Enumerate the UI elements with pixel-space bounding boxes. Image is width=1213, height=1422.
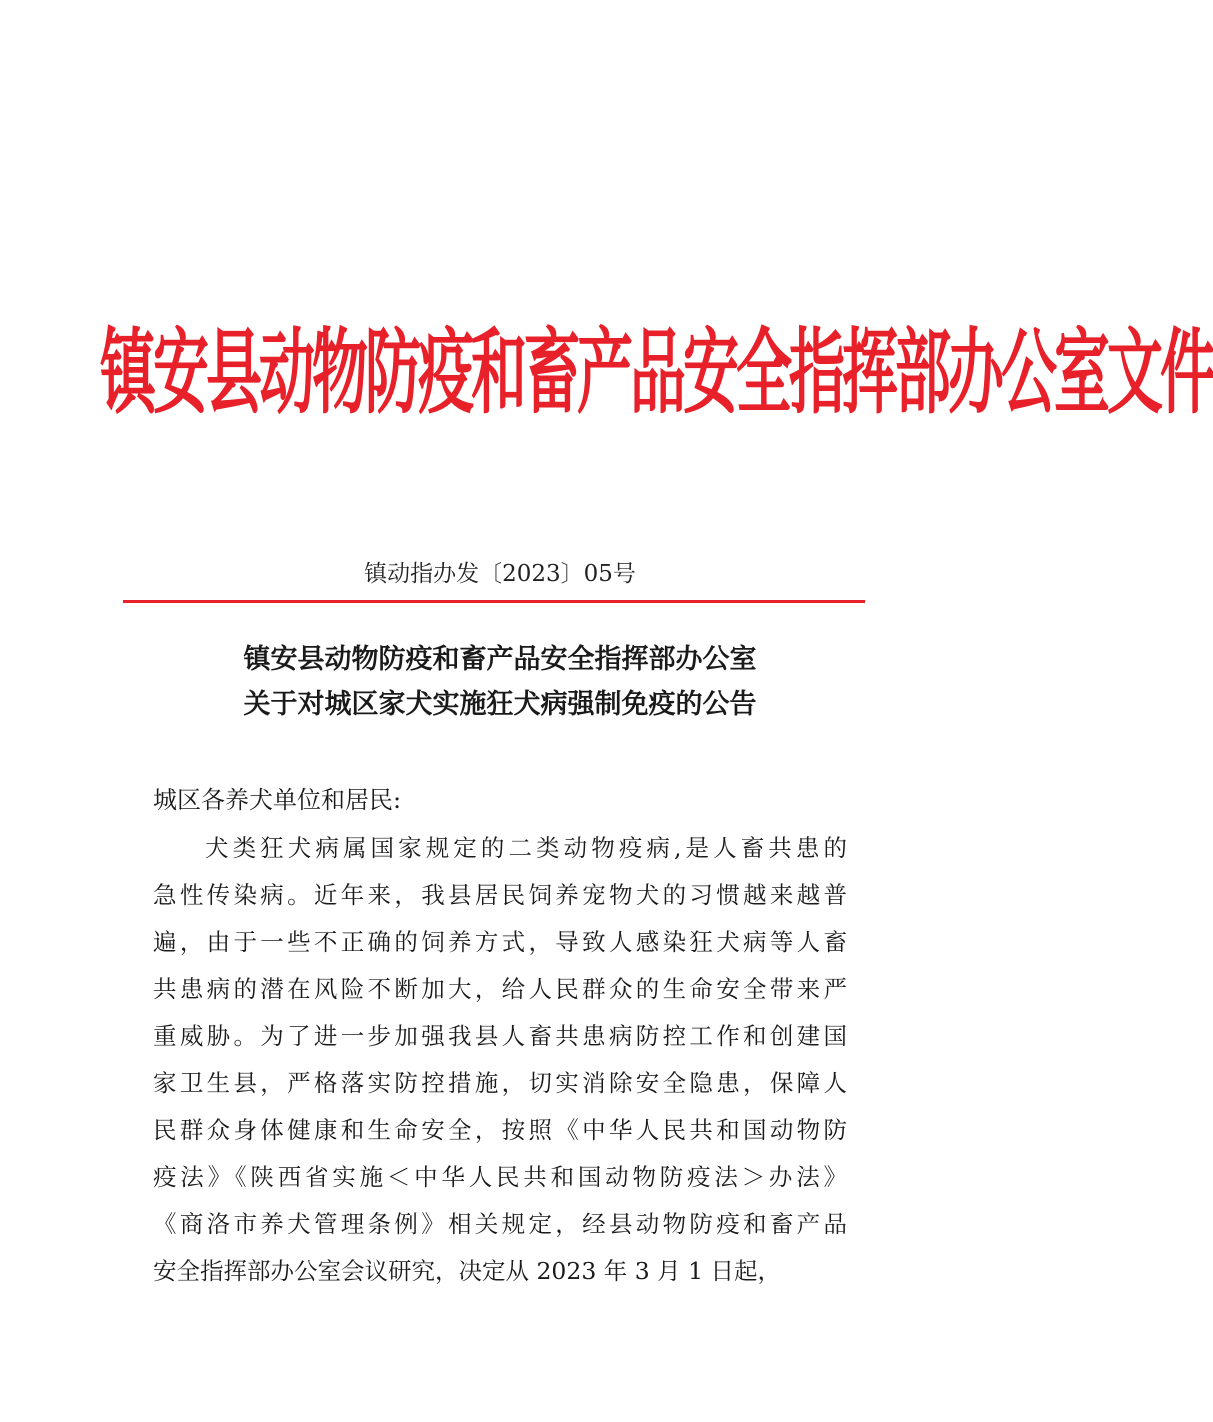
- body-line: 民群众身体健康和生命安全，按照《中华人民共和国动物防: [153, 1116, 847, 1144]
- body-line: 《商洛市养犬管理条例》相关规定，经县动物防疫和畜产品: [153, 1210, 847, 1238]
- notice-title-line-1: 镇安县动物防疫和畜产品安全指挥部办公室: [243, 644, 757, 675]
- body-line: 急性传染病。近年来，我县居民饲养宠物犬的习惯越来越普: [153, 881, 847, 909]
- red-separator-line: [123, 600, 865, 603]
- body-line: 重威胁。为了进一步加强我县人畜共患病防控工作和创建国: [153, 1022, 847, 1050]
- body-line: 遍，由于一些不正确的饲养方式，导致人感染狂犬病等人畜: [153, 928, 847, 956]
- red-header-title: 镇安县动物防疫和畜产品安全指挥部办公室文件: [100, 318, 1213, 428]
- notice-title-line-2: 关于对城区家犬实施狂犬病强制免疫的公告: [243, 689, 757, 720]
- body-line: 家卫生县，严格落实防控措施，切实消除安全隐患，保障人: [153, 1069, 847, 1097]
- body-line: 安全指挥部办公室会议研究，决定从 2023 年 3 月 1 日起，: [153, 1257, 782, 1285]
- body-line: 共患病的潜在风险不断加大，给人民群众的生命安全带来严: [153, 975, 847, 1003]
- body-line: 犬类狂犬病属国家规定的二类动物疫病,是人畜共患的: [205, 834, 847, 862]
- salutation: 城区各养犬单位和居民:: [153, 786, 402, 814]
- body-line: 疫法》《陕西省实施＜中华人民共和国动物防疫法＞办法》: [153, 1163, 847, 1191]
- document-number: 镇动指办发〔2023〕05号: [364, 561, 636, 587]
